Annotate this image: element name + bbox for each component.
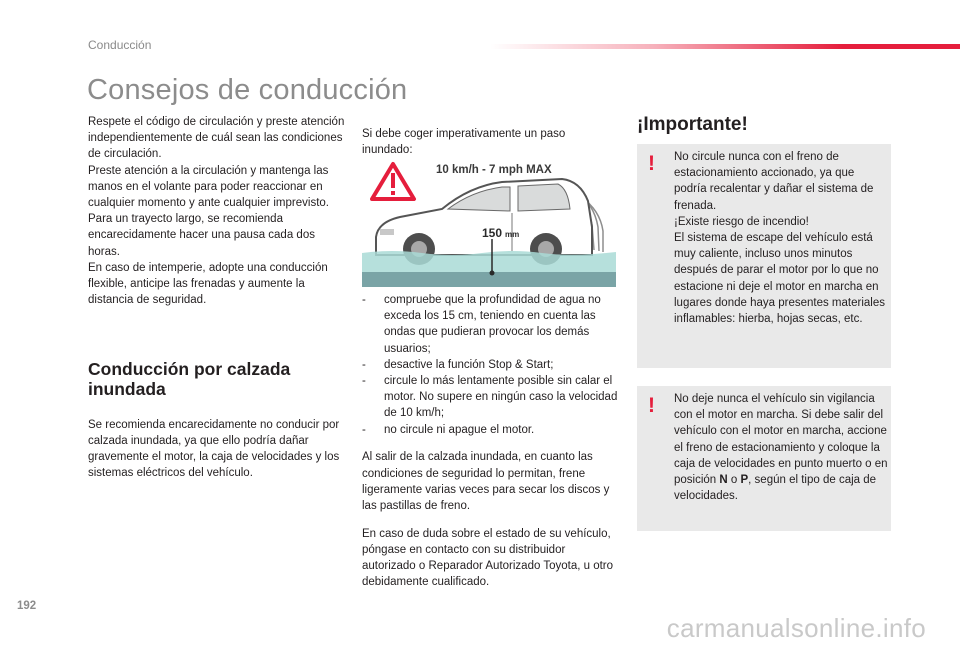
flooded-heading-line-2: inundada: [88, 379, 166, 399]
flooded-road-text: [88, 405, 350, 493]
page-title: Consejos de conducción: [87, 74, 408, 106]
section-label: Conducción: [88, 38, 152, 52]
speed-limit-label: 10 km/h - 7 mph MAX: [436, 164, 552, 176]
warning-box-unattended: [637, 386, 891, 531]
depth-value: 150: [482, 226, 503, 240]
list-item: - circule lo más lentamente posible sin calar el motor. No supere en ningún caso la velocidad de 10 km/h;: [362, 375, 618, 420]
list-item: - compruebe que la profundidad de agua no exceda los 15 cm, teniendo en cuenta las ondas que pudieran provocar los demás usuarios;: [362, 294, 601, 355]
flooded-road-heading: [88, 359, 338, 399]
list-item: - no circule ni apague el motor.: [362, 423, 535, 436]
flood-crossing-illustration: [362, 155, 616, 287]
watermark: carmanualsonline.info: [666, 613, 926, 643]
after-crossing-paragraph: Al salir de la calzada inundada, en cuanto las condiciones de seguridad lo permitan, frene ligeramente varias veces para secar los discos y las pastillas de freno.: [362, 451, 610, 512]
intro-paragraph-1: Respete el código de circulación y preste atención independientemente de cuál sean las condiciones de circulación.: [88, 116, 345, 161]
warning-text: No circule nunca con el freno de estacionamiento accionado, ya que podría recalentar y dañar el sistema de frenada. ¡Existe riesgo de incendio! El sistema de escape del vehículo está muy caliente, incluso unos minutos después de parar el motor por lo que no estacione ni deje el motor en marcha en lugares donde haya presentes materiales inflamables: hierba, hojas secas, etc.: [674, 151, 885, 326]
contact-dealer-paragraph: En caso de duda sobre el estado de su vehículo, póngase en contacto con su distribuidor autorizado o Reparador Autorizado Toyota, u otro debidamente cualificado.: [362, 527, 614, 589]
flood-crossing-instructions: [362, 292, 620, 602]
exclamation-icon: !: [648, 152, 655, 175]
intro-paragraph-2: Preste atención a la circulación y mantenga las manos en el volante para poder reaccionar en cualquier momento y ante cualquier imprevisto. Para un trayecto largo, se recomienda encarecidamente hacer una pausa cada dos horas.: [88, 164, 329, 258]
intro-text: [88, 114, 346, 308]
warning-box-parking-brake: [637, 144, 891, 368]
flooded-heading-line-1: Conducción por calzada: [88, 359, 291, 379]
flooded-paragraph: Se recomienda encarecidamente no conducir por calzada inundada, ya que ello podría dañar gravemente el motor, la caja de velocidades y los sistemas eléctricos del vehículo.: [88, 418, 340, 480]
important-heading: ¡Importante!: [637, 114, 748, 135]
depth-unit: mm: [505, 230, 520, 239]
page-number: 192: [17, 600, 37, 612]
header-accent-line: [490, 44, 960, 49]
warning-triangle-icon: [372, 164, 414, 199]
exclamation-icon: !: [648, 394, 655, 417]
flood-intro-paragraph: Si debe coger imperativamente un paso inundado:: [362, 127, 566, 156]
list-item: - desactive la función Stop & Start;: [362, 358, 554, 371]
warning-text: No deje nunca el vehículo sin vigilancia con el motor en marcha. Si debe salir del vehículo con el motor en marcha, accione el freno de estacionamiento y coloque la caja de velocidades en punto muerto o en posición N o P, según el tipo de caja de velocidades.: [674, 393, 888, 503]
flood-water: [362, 251, 616, 287]
intro-paragraph-3: En caso de intemperie, adopte una conducción flexible, anticipe las frenadas y aumente la distancia de seguridad.: [88, 261, 328, 307]
